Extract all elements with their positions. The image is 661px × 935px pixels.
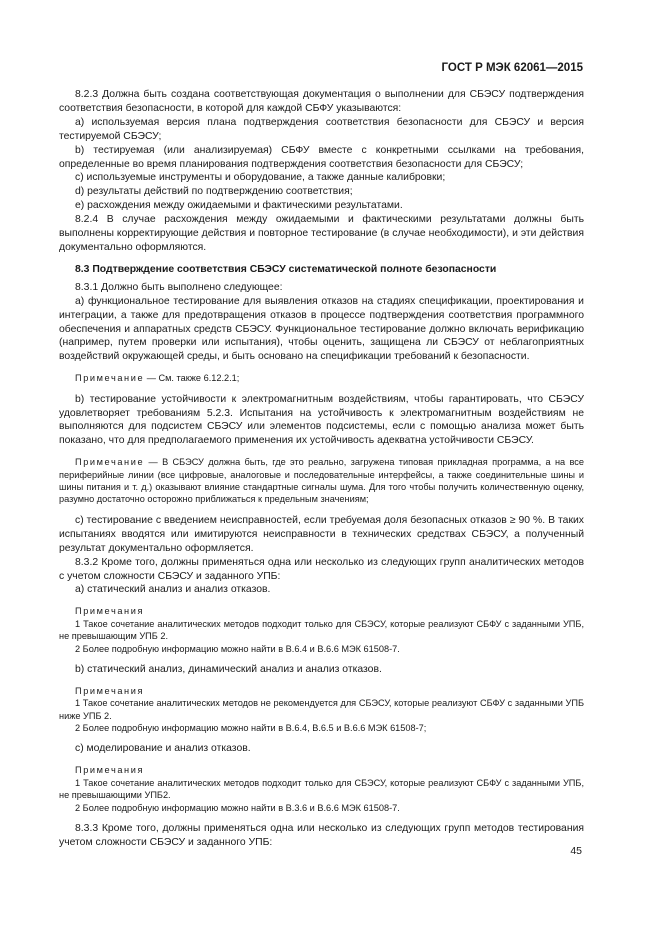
note-item: 1 Такое сочетание аналитических методов не рекомендуется для СБЭСУ, которые реализуют СБФУ с заданными УПБ ниже УПБ 2. (59, 698, 584, 721)
note-item: 2 Более подробную информацию можно найти в В.3.6 и В.6.6 МЭК 61508-7. (75, 802, 400, 813)
list-item-c: c) используемые инструменты и оборудование, а также данные калибровки; (75, 172, 446, 184)
paragraph-8-3-3: 8.3.3 Кроме того, должны применяться одна или несколько из следующих групп методов тестирования учетом сложности СБЭСУ и заданного УПБ: (59, 823, 584, 848)
list-item-c: c) тестирование с введением неисправностей, если требуемая доля безопасных отказов ≥ 90 %. В таких испытаниях вводятся или имитируются неисправности в технических средствах СБЭСУ, а полученный результат документально оформляется. (59, 514, 584, 554)
page-body (59, 88, 584, 850)
paragraph-8-2-3: 8.2.3 Должна быть создана соответствующая документация о выполнении для СБЭСУ подтверждения соответствия безопасности, в которой для каждой СБФУ указываются: (59, 89, 584, 114)
note-item: 2 Более подробную информацию можно найти в В.6.4 и В.6.6 МЭК 61508-7. (75, 643, 400, 654)
note-text: — В СБЭСУ должна быть, где это реально, загружена типовая прикладная программа, а на все периферийные линии (все цифровые, аналоговые и последовательные интерфейсы, а также соединительные шины и шины питания и т. д.) оказывают влияние стандартные сигналы шума. Для того чтобы получить количественную оценку, разумно достаточно осторожно приближаться к предельным значениям; (59, 457, 584, 505)
note-label: Примечание (75, 373, 145, 384)
list-item-b: b) тестирование устойчивости к электромагнитным воздействиям, чтобы гарантировать, что СБЭСУ удовлетворяет требованиям 5.2.3. Испытания на устойчивость к электромагнитным воздействиям не выполняются для подсистем СБЭСУ или элементов подсистемы, если с помощью анализа может быть показано, что для предполагаемого применения их устойчивость адекватна устойчивости СБЭСУ. (59, 393, 584, 447)
list-item-a: а) статический анализ и анализ отказов. (75, 584, 271, 596)
list-item-a: а) используемая версия плана подтверждения соответствия безопасности для СБЭСУ и версия тестируемой СБЭСУ; (59, 116, 584, 142)
list-item-b: b) тестируемая (или анализируемая) СБФУ вместе с конкретными ссылками на требования, определенные во время планирования подтверждения соответствия безопасности для СБЭСУ; (59, 144, 584, 170)
standard-header: ГОСТ Р МЭК 62061—2015 (441, 62, 583, 74)
paragraph-8-3-2: 8.3.2 Кроме того, должны применяться одна или несколько из следующих групп аналитических методов с учетом сложности СБЭСУ и заданного УПБ: (59, 556, 584, 582)
note (59, 372, 584, 384)
paragraph-8-2-4: 8.2.4 В случае расхождения между ожидаемыми и фактическими результатами должны быть выполнены корректирующие действия и повторное тестирование (в случае необходимости), и эти действия документально оформляются. (59, 214, 584, 253)
note-item: 1 Такое сочетание аналитических методов подходит только для СБЭСУ, которые реализуют СБФУ с заданными УПБ, не превышающим УПБ 2. (59, 618, 584, 642)
notes-label: Примечания (75, 606, 145, 617)
notes-label: Примечания (75, 765, 145, 776)
note-item: 1 Такое сочетание аналитических методов подходит только для СБЭСУ, которые реализуют СБФУ с заданными УПБ, не превышающими УПБ2. (59, 777, 584, 801)
list-item-e: e) расхождения между ожидаемыми и фактическими результатами. (75, 200, 403, 212)
note-text: — См. также 6.12.2.1; (144, 373, 240, 384)
note-label: Примечание (75, 457, 145, 468)
list-item-d: d) результаты действий по подтверждению соответствия; (75, 186, 353, 198)
section-heading-8-3: 8.3 Подтверждение соответствия СБЭСУ систематической полноте безопасности (75, 263, 497, 275)
list-item-b: b) статический анализ, динамический анализ и анализ отказов. (75, 663, 382, 675)
note (59, 456, 584, 506)
list-item-a: а) функциональное тестирование для выявления отказов на стадиях спецификации, проектирования и интеграции, а также для предотвращения отказов в процессе подтверждения соответствия программного обеспечения и аппаратных средств СБЭСУ. Функциональное тестирование должно включать верификацию (например, путем проверки или испытания), чтобы оценить, защищена ли СБЭСУ от неблагоприятных воздействий окружающей среды, и быть основано на спецификации требований к безопасности. (59, 295, 584, 363)
list-item-c: c) моделирование и анализ отказов. (75, 743, 251, 755)
paragraph-8-3-1: 8.3.1 Должно быть выполнено следующее: (75, 281, 283, 293)
page-number: 45 (570, 845, 582, 857)
note-item: 2 Более подробную информацию можно найти в В.6.4, В.6.5 и В.6.6 МЭК 61508-7; (75, 723, 427, 734)
notes-label: Примечания (75, 685, 145, 696)
